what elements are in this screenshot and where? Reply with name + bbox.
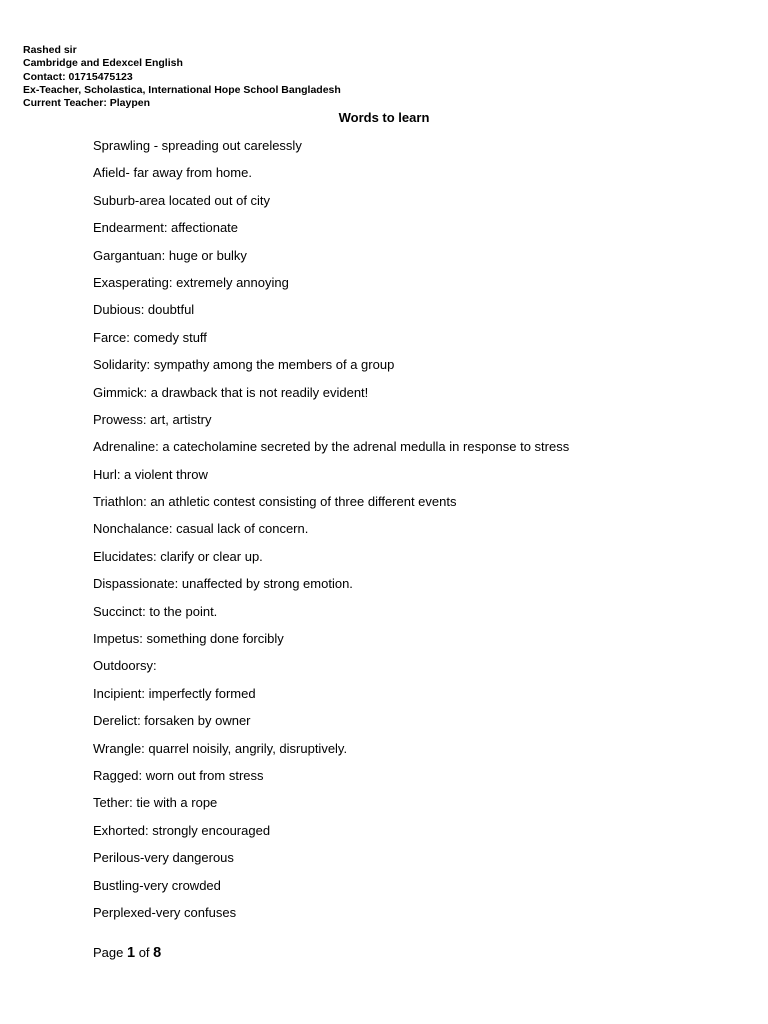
word-entry: Tether: tie with a rope [93,795,218,811]
word-entry: Exasperating: extremely annoying [93,274,289,290]
word-entry: Incipient: imperfectly formed [93,685,256,701]
word-entry: Exhorted: strongly encouraged [93,822,271,838]
word-entry: Bustling-very crowded [93,877,221,893]
word-entry: Sprawling - spreading out carelessly [93,138,302,153]
word-entry: Wrangle: quarrel noisily, angrily, disruptively. [93,740,348,756]
word-entry: Farce: comedy stuff [93,329,207,345]
word-entry: Prowess: art, artistry [93,411,212,427]
word-entry: Nonchalance: casual lack of concern. [93,521,309,537]
word-entry: Outdoorsy: [93,658,157,674]
header-line-name: Rashed sir [23,44,77,56]
word-entry: Afield- far away from home. [93,165,252,181]
word-entry: Succinct: to the point. [93,603,218,619]
word-entry: Suburb-area located out of city [93,192,271,208]
document-header [23,44,341,110]
word-entry: Perilous-very dangerous [93,850,234,866]
page-total-number: 8 [153,945,162,961]
word-entry: Gimmick: a drawback that is not readily evident! [93,384,369,400]
header-line-contact: Contact: 01715475123 [23,70,133,83]
page-label: Page [93,945,124,960]
page-current-number: 1 [127,945,136,961]
word-entry: Endearment: affectionate [93,220,239,236]
document-title: Words to learn [338,110,430,125]
header-line-ex-teacher: Ex-Teacher, Scholastica, International Hope School Bangladesh [23,83,341,96]
word-entry: Elucidates: clarify or clear up. [93,548,263,564]
page-of-label: of [138,945,150,960]
word-entry: Ragged: worn out from stress [93,767,264,783]
word-entry: Derelict: forsaken by owner [93,713,251,729]
page-footer [93,945,161,961]
word-entry: Dubious: doubtful [93,302,195,318]
word-entry: Impetus: something done forcibly [93,631,284,647]
word-entry: Dispassionate: unaffected by strong emotion. [93,576,353,592]
word-entry: Adrenaline: a catecholamine secreted by the adrenal medulla in response to stress [93,439,570,455]
word-list [93,138,569,932]
word-entry: Solidarity: sympathy among the members of a group [93,357,395,373]
header-line-subjects: Cambridge and Edexcel English [23,57,183,70]
word-entry: Perplexed-very confuses [93,904,237,920]
header-line-current-teacher: Current Teacher: Playpen [23,97,151,110]
word-entry: Triathlon: an athletic contest consisting of three different events [93,494,457,510]
word-entry: Hurl: a violent throw [93,466,208,482]
word-entry: Gargantuan: huge or bulky [93,247,247,263]
